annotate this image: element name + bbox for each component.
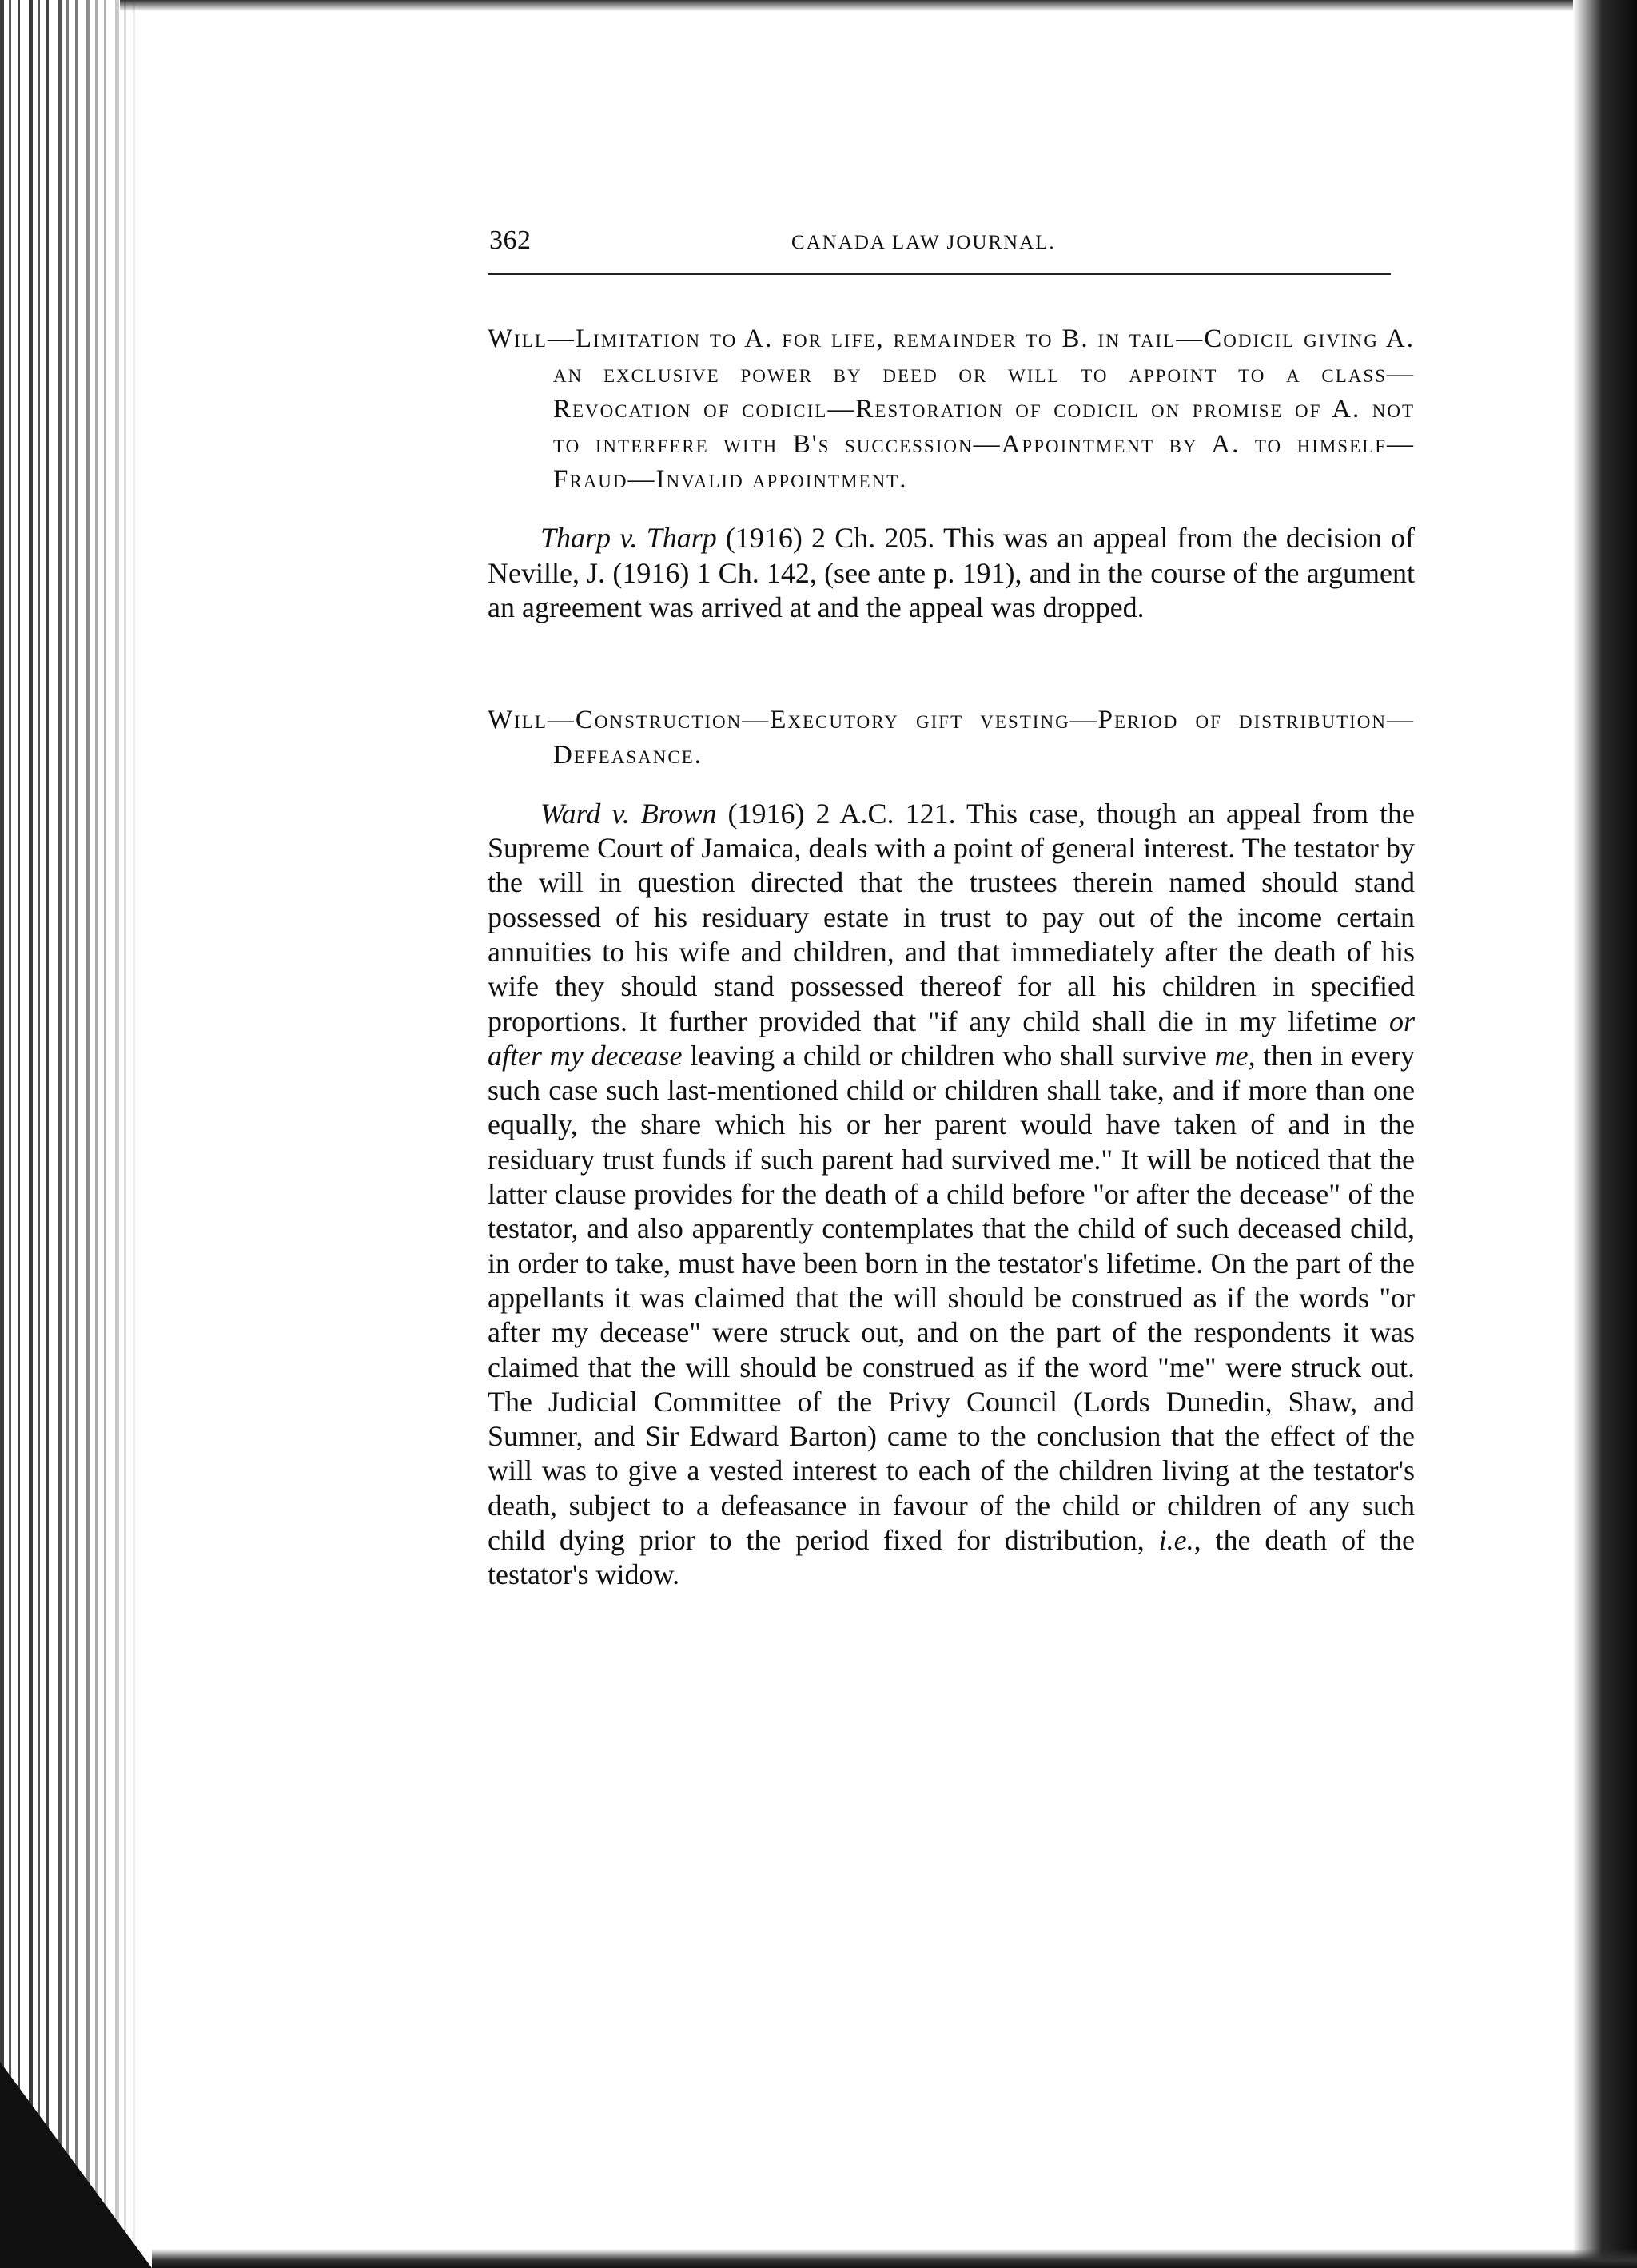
right-edge-shadow — [1573, 0, 1637, 2268]
top-edge-shadow — [120, 0, 1573, 11]
journal-title: CANADA LAW JOURNAL. — [791, 232, 1056, 253]
header-rule — [488, 273, 1391, 275]
journal-page — [488, 216, 1415, 1621]
case-name: Tharp v. Tharp — [540, 522, 717, 554]
bottom-edge-shadow — [152, 2249, 1637, 2268]
case-text: , then in every such case such last-mentioned child or children shall take, and if more than one equally, the share which his or her parent would have taken of and in the residuary trust funds if such parent had survived me." It will be noticed that the latter clause provides for the death of a child before "or after the decease" of the testator, and also apparently contemplates that the child of such deceased child, in order to take, must have been born in the testator's lifetime. On the part of the appellants it was claimed that the will should be construed as if the words "or after my decease" were struck out, and on the part of the respondents it was claimed that the will should be construed as if the word "me" were struck out. The Judicial Committee of the Privy Council (Lords Dunedin, Shaw, and Sumner, and Sir Edward Barton) came to the conclusion that the effect of the will was to give a vested interest to each of the children living at the testator's death, subject to a defeasance in favour of the child or children of any such child dying prior to the period fixed for distribution, — [488, 1039, 1415, 1557]
case-text: (1916) 2 A.C. 121. This case, though an appeal from the Supreme Court of Jamaica, deals with a point of general interest. The testator by the will in question directed that the trustees therein named should stand possessed of his residuary estate in trust to pay out of the income certain annuities to his wife and children, and that immediately after the death of his wife they should stand possessed thereof for all his children in specified proportions. It further provided that "if any child shall die in my lifetime — [488, 797, 1415, 1037]
case-text: (1916) 2 Ch. 205. This was an appeal from the decision of Neville, J. (1916) 1 Ch. 142, (see ante p. 191), and in the course of the argument an agreement was arrived at and the appeal was dropped. — [488, 522, 1415, 624]
page-number: 362 — [489, 225, 532, 255]
case-name: Ward v. Brown — [540, 797, 717, 830]
case-text: , the death of the testator's widow. — [488, 1524, 1415, 1591]
case-headnote: Will—Construction—Executory gift vesting—Period of distribution—Defeasance. — [488, 705, 1415, 770]
case-text-italic: i.e. — [1158, 1524, 1194, 1557]
case-headnote: Will—Limitation to A. for life, remainder to B. in tail—Codicil giving A. an exclusive power by deed or will to appoint to a class—Revocation of codicil—Restoration of codicil on promise of A. not to interfere with B's succession—Appointment by A. to himself—Fraud—Invalid appointment. — [488, 324, 1415, 494]
case-text-italic: me — [1214, 1039, 1249, 1072]
binding-corner-shadow — [0, 2062, 152, 2268]
case-paragraph — [488, 521, 1415, 626]
case-paragraph — [488, 797, 1415, 1593]
case-text-italic: or after my decease — [488, 1005, 1415, 1072]
binding-fade — [48, 0, 144, 2268]
case-text: leaving a child or children who shall survive — [682, 1039, 1215, 1072]
running-head — [488, 216, 1415, 265]
